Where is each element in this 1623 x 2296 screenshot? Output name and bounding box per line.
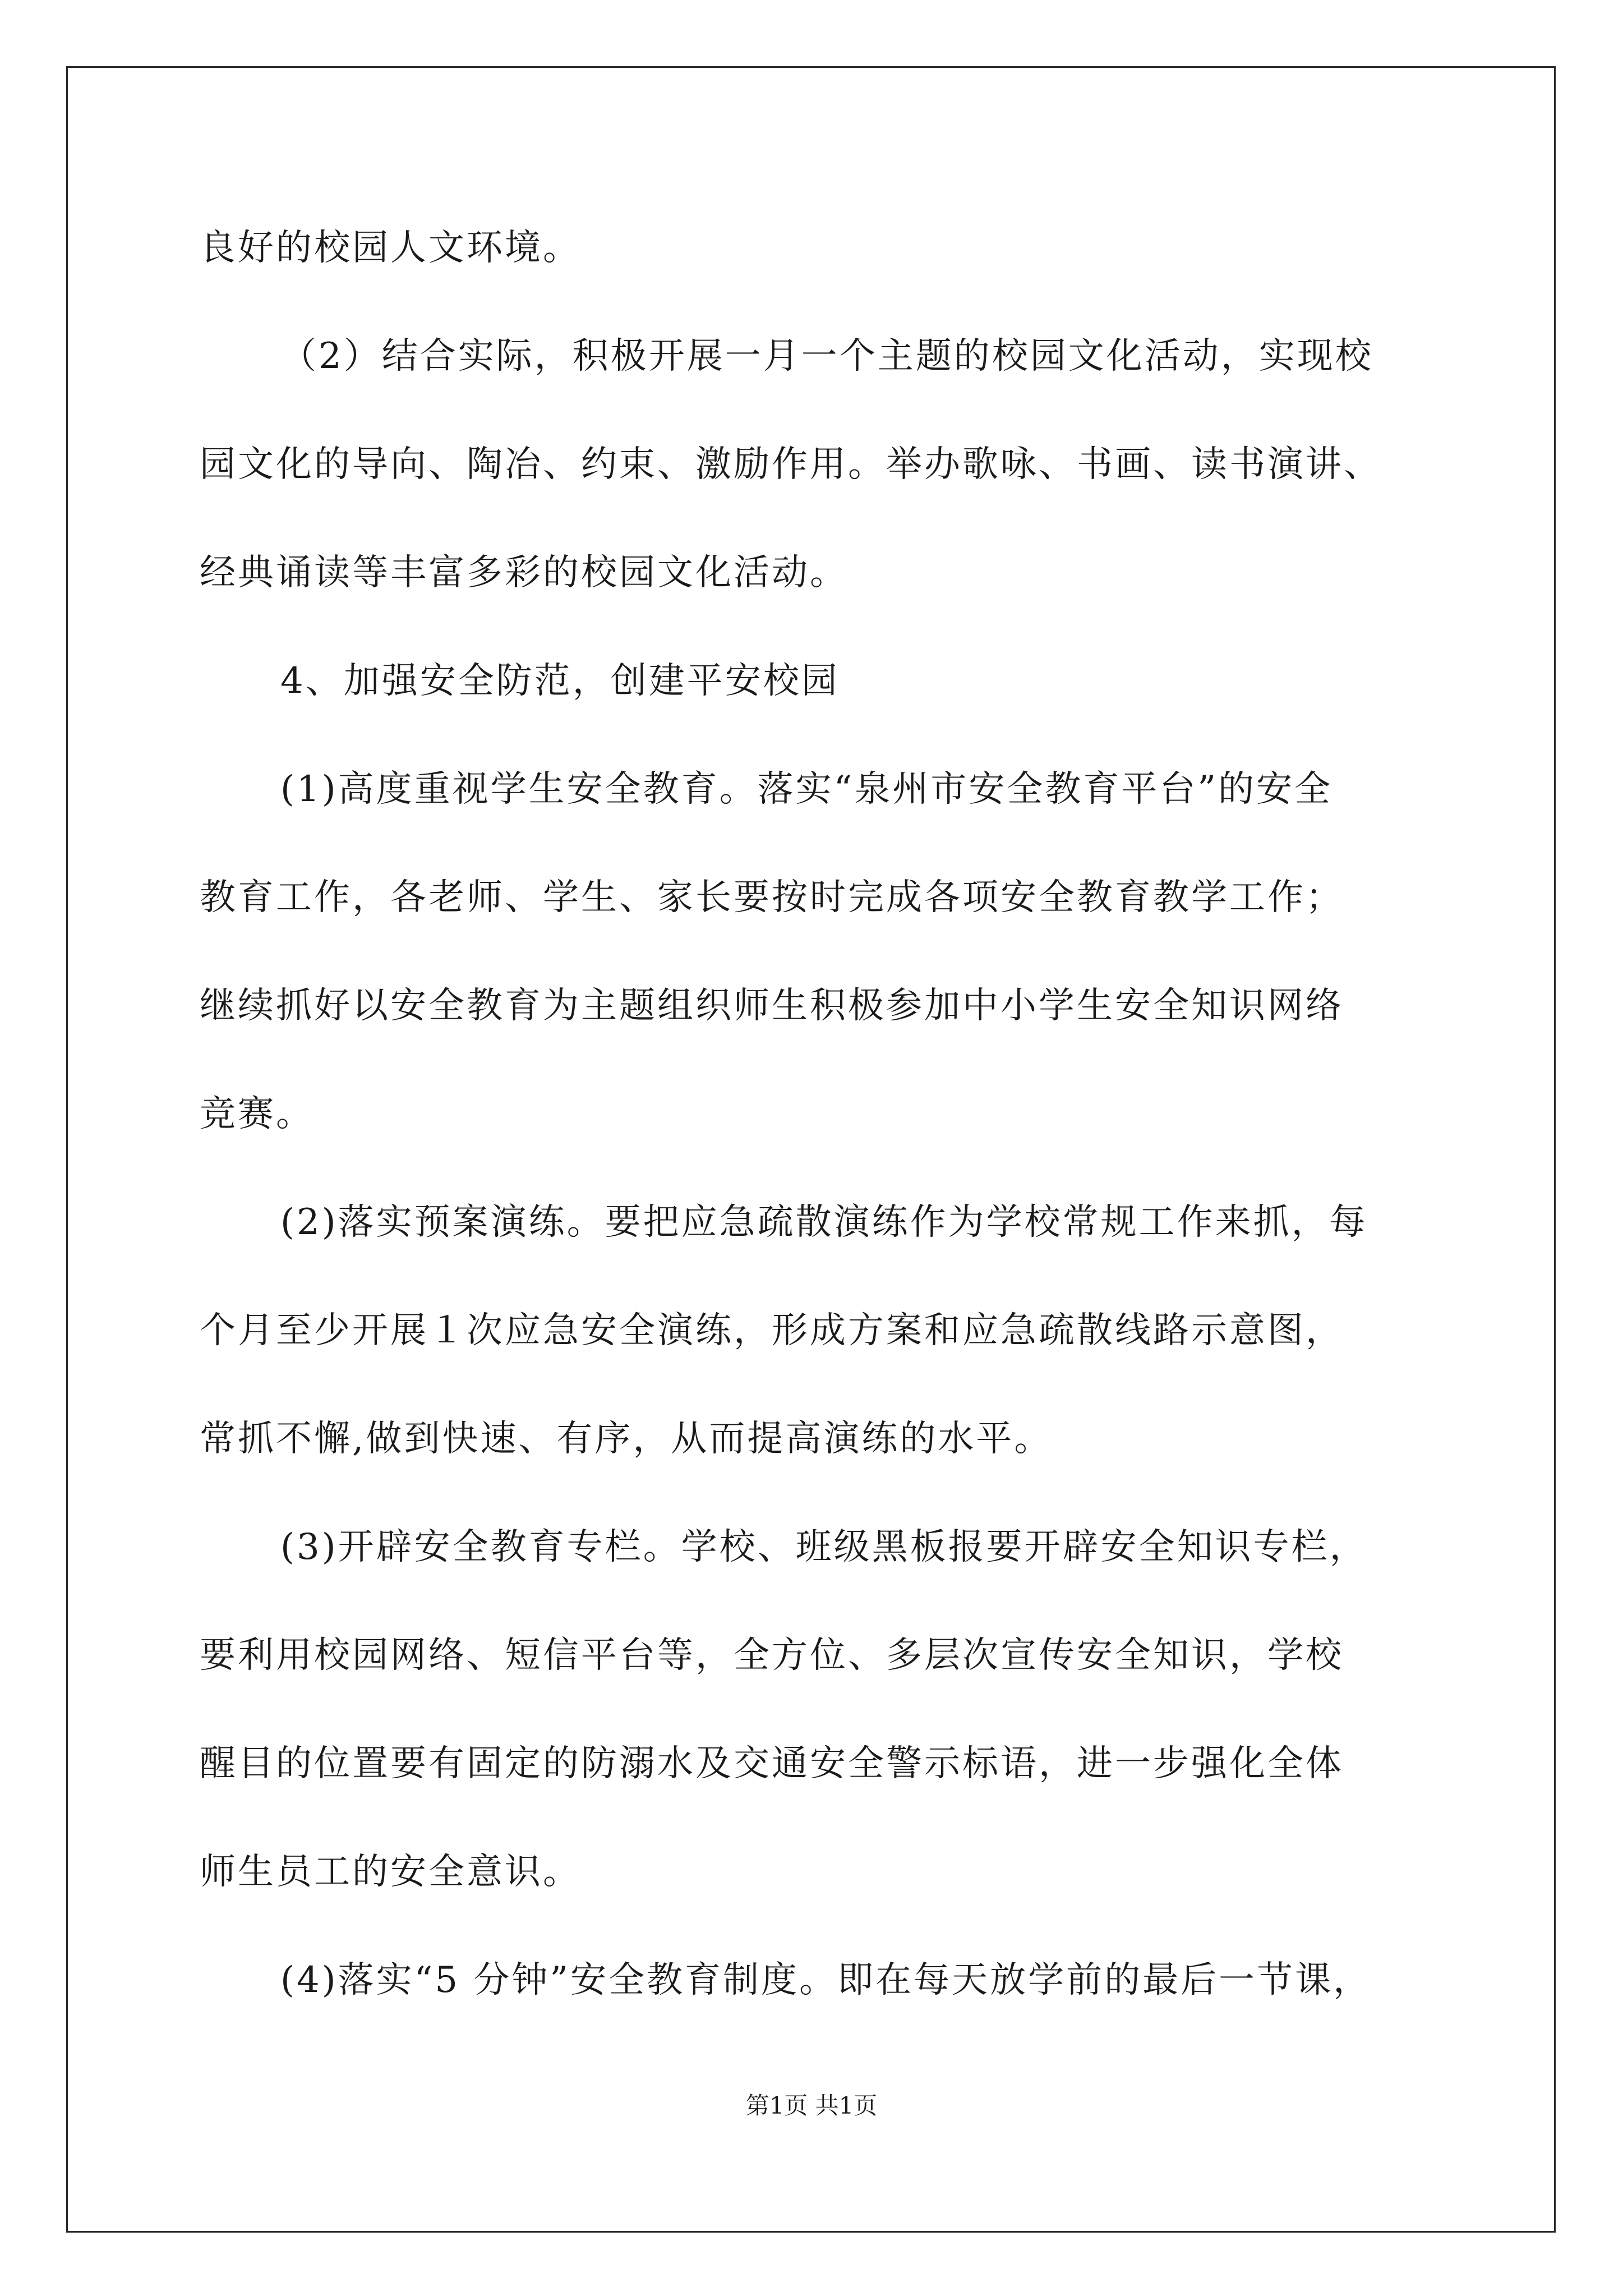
text-line-17: (4)落实“5 分钟”安全教育制度。即在每天放学前的最后一节课， — [280, 1959, 1372, 2001]
text-line-10: (2)落实预案演练。要把应急疏散演练作为学校常规工作来抓，每 — [280, 1202, 1368, 1243]
text-line-7: 教育工作，各老师、学生、家长要按时完成各项安全教育教学工作； — [200, 877, 1344, 918]
text-line-6: (1)高度重视学生安全教育。落实“泉州市安全教育平台”的安全 — [280, 769, 1333, 810]
page-border — [66, 66, 1556, 2233]
text-line-15: 醒目的位置要有固定的防溺水及交通安全警示标语，进一步强化全体 — [200, 1743, 1344, 1784]
text-line-12: 常抓不懈,做到快速、有序，从而提高演练的水平。 — [200, 1418, 1053, 1460]
text-line-14: 要利用校园网络、短信平台等，全方位、多层次宣传安全知识，学校 — [200, 1635, 1344, 1676]
section-heading: 4、加强安全防范，创建平安校园 — [280, 660, 840, 702]
text-line-16: 师生员工的安全意识。 — [200, 1851, 581, 1893]
text-line-3: 园文化的导向、陶冶、约束、激励作用。举办歌咏、书画、读书演讲、 — [200, 444, 1382, 485]
text-line-1: 良好的校园人文环境。 — [200, 227, 581, 269]
page-footer: 第1页 共1页 — [745, 2092, 878, 2119]
text-line-13: (3)开辟安全教育专栏。学校、班级黑板报要开辟安全知识专栏， — [280, 1526, 1368, 1568]
text-line-8: 继续抓好以安全教育为主题组织师生积极参加中小学生安全知识网络 — [200, 985, 1344, 1027]
text-line-2: （2）结合实际，积极开展一月一个主题的校园文化活动，实现校 — [280, 335, 1373, 377]
text-line-4: 经典诵读等丰富多彩的校园文化活动。 — [200, 552, 848, 593]
text-line-9: 竞赛。 — [200, 1093, 314, 1135]
text-line-11: 个月至少开展１次应急安全演练，形成方案和应急疏散线路示意图， — [200, 1310, 1344, 1351]
